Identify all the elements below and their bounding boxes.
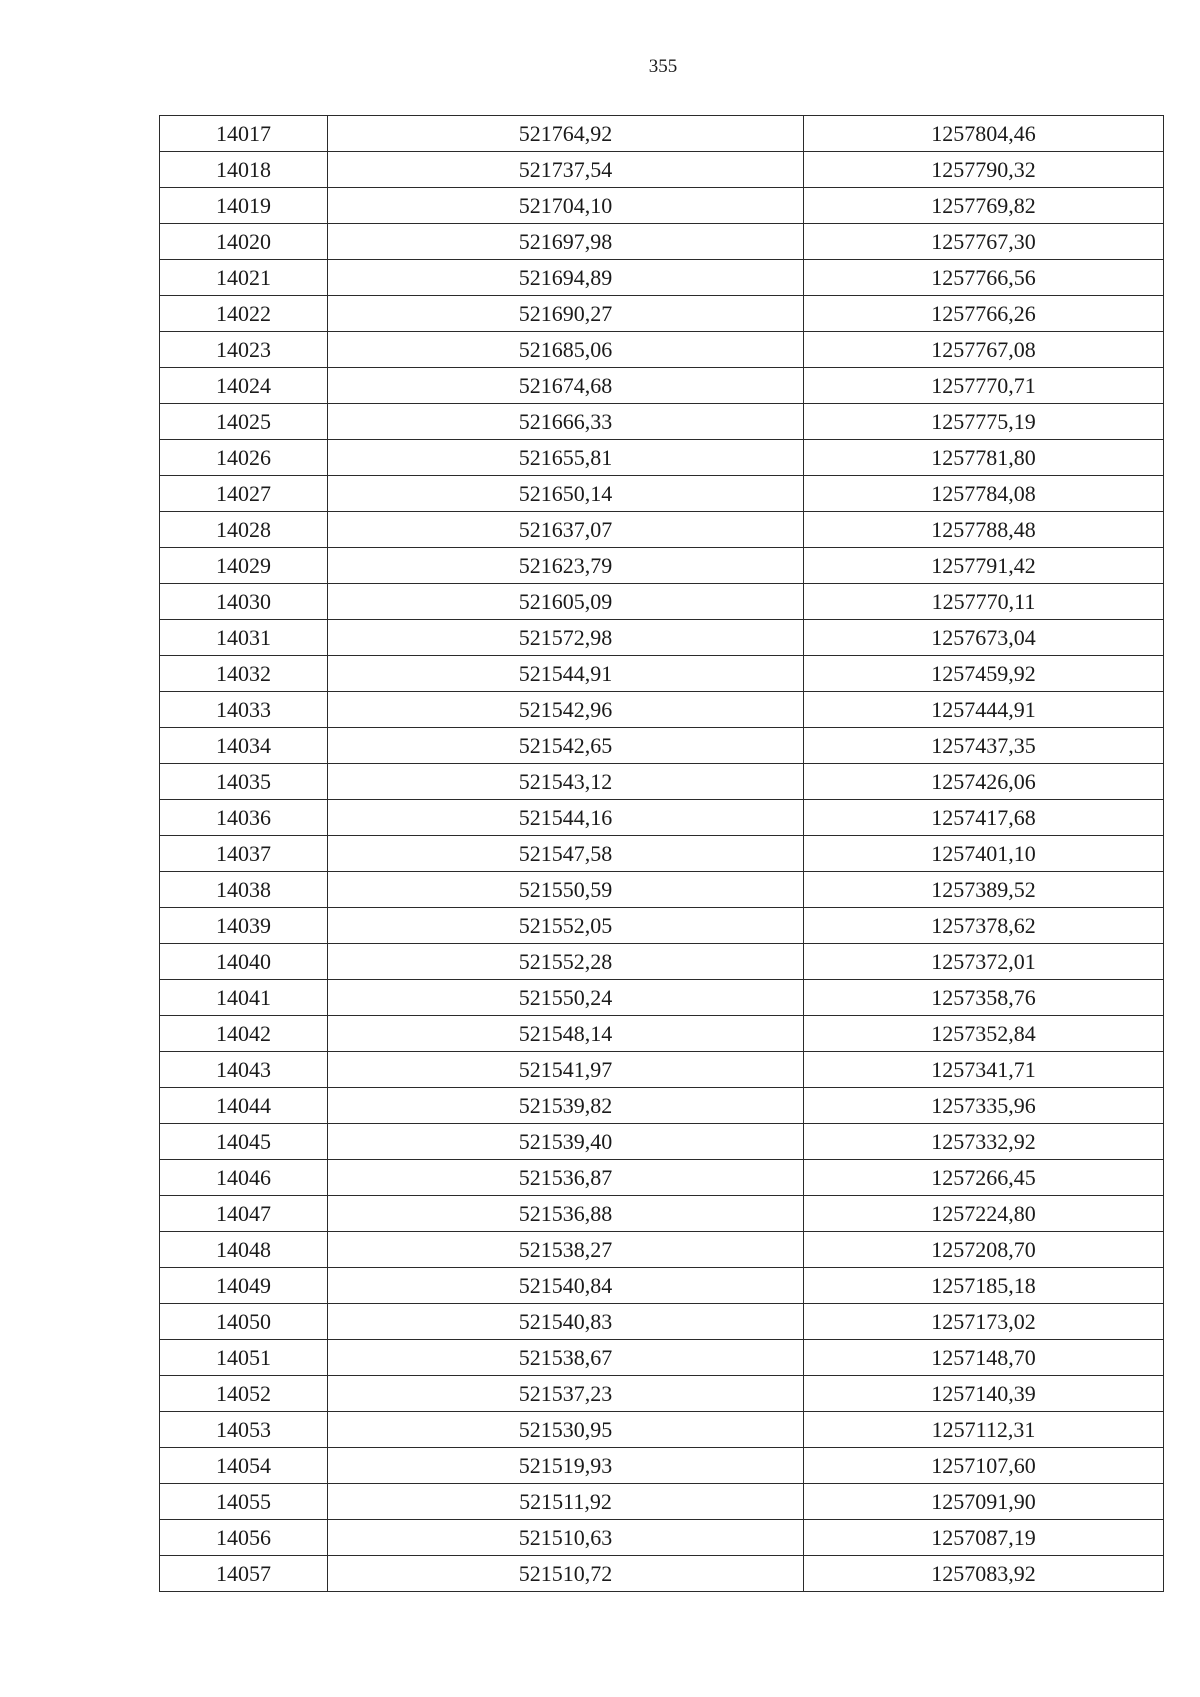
table-row xyxy=(160,908,1164,944)
point-number-cell: 14030 xyxy=(160,584,328,620)
point-number-cell: 14034 xyxy=(160,728,328,764)
table-row xyxy=(160,1376,1164,1412)
table-row xyxy=(160,980,1164,1016)
y-coordinate-cell: 1257784,08 xyxy=(804,476,1164,512)
y-coordinate-cell: 1257173,02 xyxy=(804,1304,1164,1340)
table-row xyxy=(160,1412,1164,1448)
point-number-cell: 14022 xyxy=(160,296,328,332)
y-coordinate-cell: 1257788,48 xyxy=(804,512,1164,548)
table-row xyxy=(160,800,1164,836)
point-number-cell: 14040 xyxy=(160,944,328,980)
y-coordinate-cell: 1257767,30 xyxy=(804,224,1164,260)
y-coordinate-cell: 1257087,19 xyxy=(804,1520,1164,1556)
y-coordinate-cell: 1257389,52 xyxy=(804,872,1164,908)
x-coordinate-cell: 521552,05 xyxy=(328,908,804,944)
table-row xyxy=(160,1520,1164,1556)
table-row xyxy=(160,476,1164,512)
x-coordinate-cell: 521704,10 xyxy=(328,188,804,224)
point-number-cell: 14052 xyxy=(160,1376,328,1412)
y-coordinate-cell: 1257770,71 xyxy=(804,368,1164,404)
table-row xyxy=(160,296,1164,332)
point-number-cell: 14025 xyxy=(160,404,328,440)
point-number-cell: 14018 xyxy=(160,152,328,188)
x-coordinate-cell: 521547,58 xyxy=(328,836,804,872)
y-coordinate-cell: 1257767,08 xyxy=(804,332,1164,368)
point-number-cell: 14047 xyxy=(160,1196,328,1232)
table-row xyxy=(160,1196,1164,1232)
point-number-cell: 14033 xyxy=(160,692,328,728)
y-coordinate-cell: 1257775,19 xyxy=(804,404,1164,440)
table-row xyxy=(160,584,1164,620)
y-coordinate-cell: 1257401,10 xyxy=(804,836,1164,872)
point-number-cell: 14044 xyxy=(160,1088,328,1124)
table-row xyxy=(160,764,1164,800)
point-number-cell: 14037 xyxy=(160,836,328,872)
y-coordinate-cell: 1257341,71 xyxy=(804,1052,1164,1088)
point-number-cell: 14028 xyxy=(160,512,328,548)
point-number-cell: 14032 xyxy=(160,656,328,692)
point-number-cell: 14023 xyxy=(160,332,328,368)
point-number-cell: 14051 xyxy=(160,1340,328,1376)
y-coordinate-cell: 1257378,62 xyxy=(804,908,1164,944)
y-coordinate-cell: 1257781,80 xyxy=(804,440,1164,476)
point-number-cell: 14057 xyxy=(160,1556,328,1592)
y-coordinate-cell: 1257185,18 xyxy=(804,1268,1164,1304)
y-coordinate-cell: 1257352,84 xyxy=(804,1016,1164,1052)
x-coordinate-cell: 521539,40 xyxy=(328,1124,804,1160)
x-coordinate-cell: 521541,97 xyxy=(328,1052,804,1088)
point-number-cell: 14031 xyxy=(160,620,328,656)
x-coordinate-cell: 521538,67 xyxy=(328,1340,804,1376)
x-coordinate-cell: 521697,98 xyxy=(328,224,804,260)
table-row xyxy=(160,440,1164,476)
x-coordinate-cell: 521543,12 xyxy=(328,764,804,800)
point-number-cell: 14026 xyxy=(160,440,328,476)
table-row xyxy=(160,692,1164,728)
y-coordinate-cell: 1257437,35 xyxy=(804,728,1164,764)
x-coordinate-cell: 521539,82 xyxy=(328,1088,804,1124)
x-coordinate-cell: 521542,65 xyxy=(328,728,804,764)
x-coordinate-cell: 521538,27 xyxy=(328,1232,804,1268)
table-row xyxy=(160,944,1164,980)
y-coordinate-cell: 1257372,01 xyxy=(804,944,1164,980)
y-coordinate-cell: 1257112,31 xyxy=(804,1412,1164,1448)
x-coordinate-cell: 521511,92 xyxy=(328,1484,804,1520)
x-coordinate-cell: 521550,59 xyxy=(328,872,804,908)
y-coordinate-cell: 1257426,06 xyxy=(804,764,1164,800)
x-coordinate-cell: 521544,91 xyxy=(328,656,804,692)
table-row xyxy=(160,224,1164,260)
point-number-cell: 14027 xyxy=(160,476,328,512)
y-coordinate-cell: 1257358,76 xyxy=(804,980,1164,1016)
table-row xyxy=(160,1556,1164,1592)
point-number-cell: 14050 xyxy=(160,1304,328,1340)
point-number-cell: 14038 xyxy=(160,872,328,908)
table-row xyxy=(160,1304,1164,1340)
y-coordinate-cell: 1257444,91 xyxy=(804,692,1164,728)
table-row xyxy=(160,512,1164,548)
coordinates-table xyxy=(159,115,1164,1592)
point-number-cell: 14046 xyxy=(160,1160,328,1196)
table-row xyxy=(160,728,1164,764)
y-coordinate-cell: 1257335,96 xyxy=(804,1088,1164,1124)
point-number-cell: 14036 xyxy=(160,800,328,836)
point-number-cell: 14042 xyxy=(160,1016,328,1052)
table-row xyxy=(160,368,1164,404)
point-number-cell: 14049 xyxy=(160,1268,328,1304)
table-row xyxy=(160,620,1164,656)
y-coordinate-cell: 1257417,68 xyxy=(804,800,1164,836)
point-number-cell: 14024 xyxy=(160,368,328,404)
y-coordinate-cell: 1257459,92 xyxy=(804,656,1164,692)
table-row xyxy=(160,116,1164,152)
y-coordinate-cell: 1257266,45 xyxy=(804,1160,1164,1196)
x-coordinate-cell: 521650,14 xyxy=(328,476,804,512)
y-coordinate-cell: 1257804,46 xyxy=(804,116,1164,152)
y-coordinate-cell: 1257224,80 xyxy=(804,1196,1164,1232)
x-coordinate-cell: 521655,81 xyxy=(328,440,804,476)
point-number-cell: 14035 xyxy=(160,764,328,800)
point-number-cell: 14021 xyxy=(160,260,328,296)
x-coordinate-cell: 521623,79 xyxy=(328,548,804,584)
y-coordinate-cell: 1257091,90 xyxy=(804,1484,1164,1520)
y-coordinate-cell: 1257766,56 xyxy=(804,260,1164,296)
point-number-cell: 14017 xyxy=(160,116,328,152)
table-row xyxy=(160,1124,1164,1160)
table-row xyxy=(160,1232,1164,1268)
table-row xyxy=(160,188,1164,224)
point-number-cell: 14045 xyxy=(160,1124,328,1160)
x-coordinate-cell: 521537,23 xyxy=(328,1376,804,1412)
x-coordinate-cell: 521510,63 xyxy=(328,1520,804,1556)
x-coordinate-cell: 521519,93 xyxy=(328,1448,804,1484)
table-row xyxy=(160,1016,1164,1052)
point-number-cell: 14043 xyxy=(160,1052,328,1088)
x-coordinate-cell: 521536,88 xyxy=(328,1196,804,1232)
table-row xyxy=(160,1268,1164,1304)
x-coordinate-cell: 521544,16 xyxy=(328,800,804,836)
x-coordinate-cell: 521694,89 xyxy=(328,260,804,296)
table-row xyxy=(160,548,1164,584)
x-coordinate-cell: 521510,72 xyxy=(328,1556,804,1592)
table-row xyxy=(160,1484,1164,1520)
point-number-cell: 14020 xyxy=(160,224,328,260)
x-coordinate-cell: 521674,68 xyxy=(328,368,804,404)
y-coordinate-cell: 1257770,11 xyxy=(804,584,1164,620)
table-row xyxy=(160,1448,1164,1484)
x-coordinate-cell: 521542,96 xyxy=(328,692,804,728)
x-coordinate-cell: 521540,83 xyxy=(328,1304,804,1340)
point-number-cell: 14029 xyxy=(160,548,328,584)
x-coordinate-cell: 521764,92 xyxy=(328,116,804,152)
point-number-cell: 14054 xyxy=(160,1448,328,1484)
point-number-cell: 14039 xyxy=(160,908,328,944)
y-coordinate-cell: 1257083,92 xyxy=(804,1556,1164,1592)
x-coordinate-cell: 521605,09 xyxy=(328,584,804,620)
point-number-cell: 14041 xyxy=(160,980,328,1016)
table-row xyxy=(160,260,1164,296)
table-row xyxy=(160,836,1164,872)
table-row xyxy=(160,1052,1164,1088)
x-coordinate-cell: 521536,87 xyxy=(328,1160,804,1196)
table-row xyxy=(160,872,1164,908)
x-coordinate-cell: 521666,33 xyxy=(328,404,804,440)
x-coordinate-cell: 521550,24 xyxy=(328,980,804,1016)
point-number-cell: 14019 xyxy=(160,188,328,224)
table-row xyxy=(160,332,1164,368)
coordinates-table-body xyxy=(160,116,1164,1592)
y-coordinate-cell: 1257107,60 xyxy=(804,1448,1164,1484)
table-row xyxy=(160,152,1164,188)
y-coordinate-cell: 1257791,42 xyxy=(804,548,1164,584)
y-coordinate-cell: 1257769,82 xyxy=(804,188,1164,224)
y-coordinate-cell: 1257148,70 xyxy=(804,1340,1164,1376)
x-coordinate-cell: 521685,06 xyxy=(328,332,804,368)
x-coordinate-cell: 521572,98 xyxy=(328,620,804,656)
y-coordinate-cell: 1257673,04 xyxy=(804,620,1164,656)
y-coordinate-cell: 1257208,70 xyxy=(804,1232,1164,1268)
x-coordinate-cell: 521637,07 xyxy=(328,512,804,548)
y-coordinate-cell: 1257790,32 xyxy=(804,152,1164,188)
x-coordinate-cell: 521690,27 xyxy=(328,296,804,332)
y-coordinate-cell: 1257332,92 xyxy=(804,1124,1164,1160)
x-coordinate-cell: 521530,95 xyxy=(328,1412,804,1448)
y-coordinate-cell: 1257766,26 xyxy=(804,296,1164,332)
page-number: 355 xyxy=(648,56,678,77)
table-row xyxy=(160,1088,1164,1124)
table-row xyxy=(160,1340,1164,1376)
table-row xyxy=(160,1160,1164,1196)
point-number-cell: 14056 xyxy=(160,1520,328,1556)
y-coordinate-cell: 1257140,39 xyxy=(804,1376,1164,1412)
point-number-cell: 14055 xyxy=(160,1484,328,1520)
x-coordinate-cell: 521737,54 xyxy=(328,152,804,188)
x-coordinate-cell: 521540,84 xyxy=(328,1268,804,1304)
point-number-cell: 14048 xyxy=(160,1232,328,1268)
x-coordinate-cell: 521548,14 xyxy=(328,1016,804,1052)
x-coordinate-cell: 521552,28 xyxy=(328,944,804,980)
table-row xyxy=(160,404,1164,440)
table-row xyxy=(160,656,1164,692)
point-number-cell: 14053 xyxy=(160,1412,328,1448)
